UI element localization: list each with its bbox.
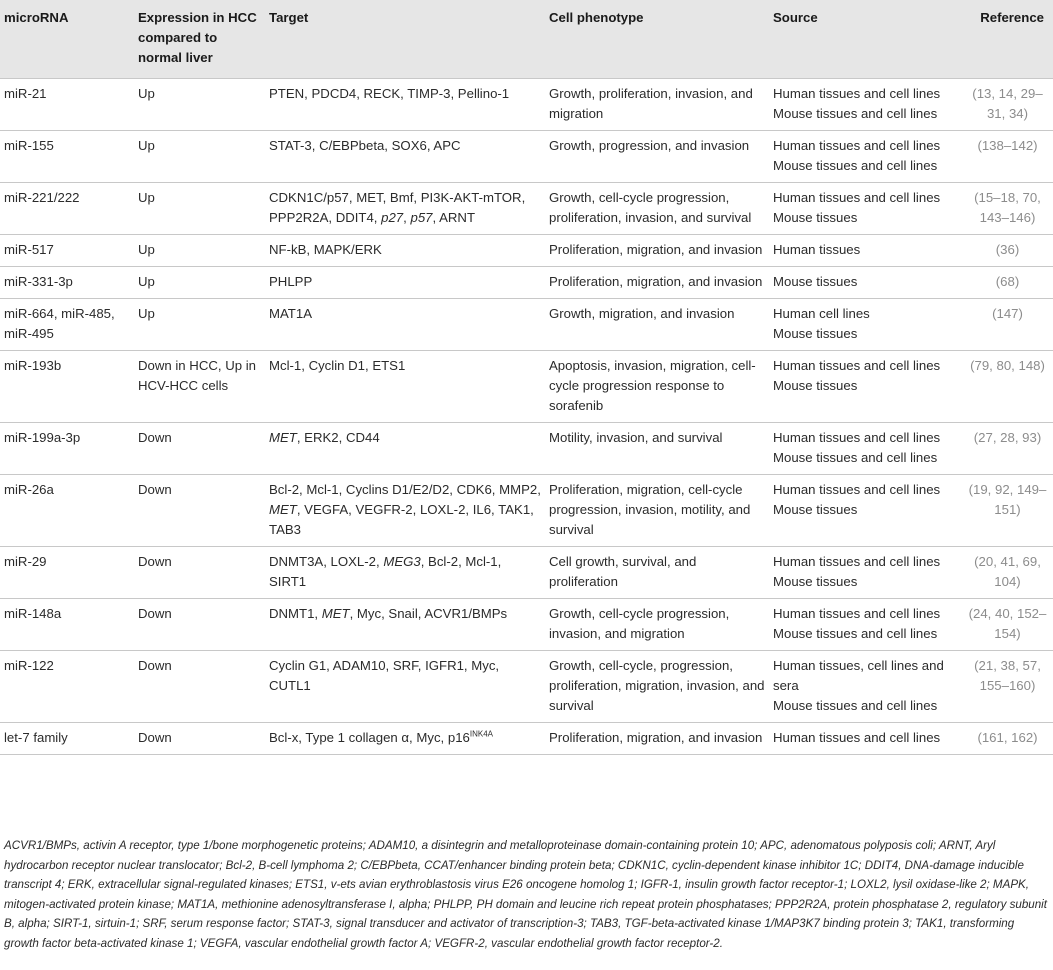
cell-target — [265, 650, 545, 722]
header-microrna: microRNA — [4, 10, 69, 25]
cell-microrna: miR-148a — [4, 605, 62, 621]
cell-target — [265, 722, 545, 754]
cell-expression: Up — [138, 241, 155, 257]
target-text: , Bcl-2, Mcl-1, SIRT1 — [269, 553, 502, 589]
cell-target — [265, 298, 545, 350]
cell-target — [265, 266, 545, 298]
table-row — [0, 182, 1053, 234]
cell-phenotype: Proliferation, migration, and invasion — [549, 729, 763, 745]
source-line: Human cell lines — [773, 305, 870, 321]
cell-microrna: miR-122 — [4, 657, 54, 673]
target-text: MAT1A — [269, 305, 312, 321]
cell-source — [769, 130, 962, 182]
cell-expression: Down — [138, 657, 172, 673]
cell-source — [769, 350, 962, 422]
cell-phenotype: Cell growth, survival, and proliferation — [549, 553, 697, 589]
cell-phenotype: Proliferation, migration, and invasion — [549, 273, 763, 289]
cell-microrna: miR-331-3p — [4, 273, 73, 289]
target-text: , — [403, 209, 411, 225]
cell-phenotype: Proliferation, migration, cell-cycle progression, invasion, motility, and survival — [549, 481, 751, 537]
target-text: CDKN1C/p57, MET, Bmf, PI3K-AKT-mTOR, PPP2R2A, DDIT4, — [269, 189, 526, 225]
cell-reference: (79, 80, 148) — [970, 357, 1045, 373]
cell-reference: (138–142) — [977, 137, 1038, 153]
cell-target — [265, 598, 545, 650]
cell-phenotype: Growth, cell-cycle progression, proliferation, invasion, and survival — [549, 189, 752, 225]
table-row — [0, 78, 1053, 130]
cell-expression: Down — [138, 553, 172, 569]
target-text: p27 — [381, 209, 404, 225]
cell-source — [769, 650, 962, 722]
source-line: Mouse tissues — [773, 501, 858, 517]
table-row — [0, 266, 1053, 298]
cell-reference: (24, 40, 152–154) — [968, 605, 1047, 641]
cell-reference: (36) — [995, 241, 1020, 257]
cell-reference: (20, 41, 69, 104) — [974, 553, 1041, 589]
cell-source — [769, 266, 962, 298]
cell-microrna: let-7 family — [4, 729, 68, 745]
cell-target — [265, 474, 545, 546]
source-line: Mouse tissues — [773, 209, 858, 225]
cell-target — [265, 130, 545, 182]
source-line: Human tissues and cell lines — [773, 729, 941, 745]
header-reference: Reference — [980, 10, 1044, 25]
cell-source — [769, 474, 962, 546]
cell-microrna: miR-199a-3p — [4, 429, 81, 445]
target-text: Bcl-2, Mcl-1, Cyclins D1/E2/D2, CDK6, MMP2, — [269, 481, 541, 497]
cell-reference: (68) — [995, 273, 1020, 289]
cell-reference: (13, 14, 29–31, 34) — [972, 85, 1043, 121]
table-row — [0, 298, 1053, 350]
source-line: Human tissues and cell lines — [773, 481, 941, 497]
source-line: Mouse tissues and cell lines — [773, 625, 938, 641]
source-line: Mouse tissues and cell lines — [773, 157, 938, 173]
cell-expression: Up — [138, 305, 155, 321]
target-text: Bcl-x, Type 1 collagen α, Myc, p16 — [269, 729, 470, 745]
target-text: DNMT3A, LOXL-2, — [269, 553, 384, 569]
source-line: Mouse tissues — [773, 325, 858, 341]
source-line: Human tissues and cell lines — [773, 553, 941, 569]
cell-target — [265, 422, 545, 474]
source-line: Human tissues and cell lines — [773, 189, 941, 205]
cell-microrna: miR-517 — [4, 241, 54, 257]
source-line: Mouse tissues and cell lines — [773, 105, 938, 121]
cell-target — [265, 350, 545, 422]
table-row — [0, 234, 1053, 266]
cell-source — [769, 78, 962, 130]
table-row — [0, 350, 1053, 422]
source-line: Mouse tissues — [773, 377, 858, 393]
cell-reference: (147) — [992, 305, 1023, 321]
table-row — [0, 546, 1053, 598]
header-target: Target — [269, 10, 309, 25]
table-row — [0, 130, 1053, 182]
cell-phenotype: Growth, cell-cycle, progression, proliferation, migration, invasion, and survival — [549, 657, 765, 713]
target-text: MET — [269, 501, 297, 517]
source-line: Human tissues and cell lines — [773, 357, 941, 373]
target-text: MET — [269, 429, 297, 445]
target-text: PTEN, PDCD4, RECK, TIMP-3, Pellino-1 — [269, 85, 510, 101]
cell-source — [769, 422, 962, 474]
table-body — [0, 78, 1053, 754]
cell-phenotype: Apoptosis, invasion, migration, cell-cycle progression response to sorafenib — [549, 357, 756, 413]
source-line: Human tissues and cell lines — [773, 85, 941, 101]
cell-target — [265, 546, 545, 598]
cell-target — [265, 78, 545, 130]
table-row — [0, 650, 1053, 722]
cell-reference: (27, 28, 93) — [973, 429, 1042, 445]
cell-source — [769, 598, 962, 650]
cell-phenotype: Growth, proliferation, invasion, and migration — [549, 85, 753, 121]
table-row — [0, 422, 1053, 474]
header-source: Source — [773, 10, 818, 25]
cell-microrna: miR-29 — [4, 553, 47, 569]
source-line: Mouse tissues — [773, 273, 858, 289]
cell-microrna: miR-155 — [4, 137, 54, 153]
cell-reference: (21, 38, 57, 155–160) — [974, 657, 1041, 693]
cell-source — [769, 234, 962, 266]
table-row — [0, 598, 1053, 650]
target-text: NF-kB, MAPK/ERK — [269, 241, 382, 257]
cell-phenotype: Growth, cell-cycle progression, invasion, and migration — [549, 605, 730, 641]
cell-phenotype: Motility, invasion, and survival — [549, 429, 723, 445]
header-cell-phenotype: Cell phenotype — [549, 10, 644, 25]
cell-phenotype: Proliferation, migration, and invasion — [549, 241, 763, 257]
cell-phenotype: Growth, migration, and invasion — [549, 305, 735, 321]
target-text: p57 — [410, 209, 433, 225]
cell-source — [769, 546, 962, 598]
target-text: DNMT1, — [269, 605, 322, 621]
source-line: Mouse tissues and cell lines — [773, 697, 938, 713]
source-line: Human tissues and cell lines — [773, 429, 941, 445]
source-line: Human tissues and cell lines — [773, 137, 941, 153]
cell-microrna: miR-221/222 — [4, 189, 80, 205]
cell-reference: (19, 92, 149–151) — [968, 481, 1047, 517]
cell-expression: Down — [138, 605, 172, 621]
source-line: Human tissues — [773, 241, 861, 257]
cell-microrna: miR-21 — [4, 85, 47, 101]
cell-microrna: miR-664, miR-485, miR-495 — [4, 305, 115, 341]
target-text: , Myc, Snail, ACVR1/BMPs — [349, 605, 508, 621]
table-row — [0, 722, 1053, 754]
target-text: Cyclin G1, ADAM10, SRF, IGFR1, Myc, CUTL1 — [269, 657, 500, 693]
cell-target — [265, 234, 545, 266]
target-text: MEG3 — [383, 553, 421, 569]
target-text: Mcl-1, Cyclin D1, ETS1 — [269, 357, 406, 373]
cell-expression: Up — [138, 189, 155, 205]
cell-expression: Up — [138, 137, 155, 153]
source-line: Mouse tissues and cell lines — [773, 449, 938, 465]
source-line: Human tissues and cell lines — [773, 605, 941, 621]
table-header-row — [0, 0, 1053, 78]
table-footnote: ACVR1/BMPs, activin A receptor, type 1/bone morphogenetic proteins; ADAM10, a disintegrin and metalloproteinase domain-containing protein 10; APC, adenomatous polyposis coli; ARNT, Aryl hydrocarbon receptor nuclear translocator; Bcl-2, B-cell lymphoma 2; C/EBPbeta, CCAT/enhancer binding protein beta; CDKN1C, cyclin-dependent kinase inhibitor 1C; DDIT4, DNA-damage inducible transcript 4; ERK, extracellular signal-regulated kinases; ETS1, v-ets avian erythroblastosis virus E26 oncogene homolog 1; IGFR-1, insulin growth factor receptor-1; LOXL2, lysil oxidase-like 2; MAPK, mitogen-activated protein kinase; MAT1A, methionine adenosyltransferase I, alpha; PHLPP, PH domain and leucine rich repeat protein phosphatases; PPP2R2A, protein phosphatase 2, regulatory subunit B, alpha; SIRT-1, sirtuin-1; SRF, serum response factor; STAT-3, signal transducer and activator of transcription-3; TAB3, TGF-beta-activated kinase 1/MAP3K7 binding protein 3; TAK1, transforming growth factor beta-activated kinase 1; VEGFA, vascular endothelial growth factor A; VEGFR-2, vascular endothelial growth factor receptor-2. — [4, 839, 1047, 950]
cell-expression: Down — [138, 481, 172, 497]
target-text: STAT-3, C/EBPbeta, SOX6, APC — [269, 137, 461, 153]
target-text: , VEGFA, VEGFR-2, LOXL-2, IL6, TAK1, TAB3 — [269, 501, 534, 537]
cell-phenotype: Growth, progression, and invasion — [549, 137, 750, 153]
cell-source — [769, 298, 962, 350]
cell-reference: (15–18, 70, 143–146) — [974, 189, 1041, 225]
table-row — [0, 474, 1053, 546]
target-text: MET — [321, 605, 350, 621]
header-expression: Expression in HCC compared to normal liver — [138, 10, 257, 65]
cell-target — [265, 182, 545, 234]
source-line: Human tissues, cell lines and sera — [773, 657, 944, 693]
cell-source — [769, 722, 962, 754]
cell-expression: Down — [138, 729, 172, 745]
cell-microrna: miR-193b — [4, 357, 62, 373]
cell-expression: Down in HCC, Up in HCV-HCC cells — [138, 357, 256, 393]
cell-expression: Up — [138, 85, 155, 101]
target-text: , ERK2, CD44 — [296, 429, 380, 445]
cell-source — [769, 182, 962, 234]
source-line: Mouse tissues — [773, 573, 858, 589]
cell-reference: (161, 162) — [977, 729, 1038, 745]
cell-expression: Up — [138, 273, 155, 289]
target-text: PHLPP — [269, 273, 313, 289]
target-superscript: INK4A — [469, 729, 494, 739]
target-text: , ARNT — [432, 209, 475, 225]
cell-microrna: miR-26a — [4, 481, 54, 497]
cell-expression: Down — [138, 429, 172, 445]
